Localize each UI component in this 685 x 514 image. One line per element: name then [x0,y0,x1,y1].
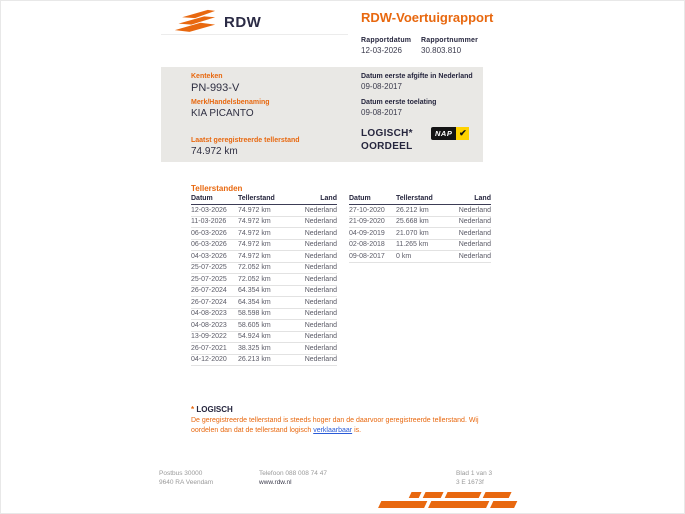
footnote-title [191,405,233,414]
row-odometer: 0 km [396,252,412,260]
oordeel-line1: LOGISCH* [361,128,413,139]
toelating-value: 09-08-2017 [361,108,402,117]
row-country: Nederland [304,275,337,283]
row-date: 26-07-2024 [191,298,227,306]
footer-page-indicator: Blad 1 van 3 [456,470,493,477]
row-country: Nederland [304,310,337,318]
table-row [191,309,337,321]
row-odometer: 64.354 km [238,287,271,295]
oordeel-line2: OORDEEL [361,141,413,152]
row-date: 04-12-2020 [191,356,227,364]
footnote-text [191,416,489,435]
table-row [191,297,337,309]
row-odometer: 74.972 km [238,241,271,249]
column-header-tellerstand: Tellerstand [396,195,433,202]
report-date-label: Rapportdatum [361,37,412,44]
row-country: Nederland [458,206,491,214]
row-odometer: 72.052 km [238,264,271,272]
footer-page-info [456,469,492,487]
column-header-land: Land [474,195,491,202]
row-odometer: 26.213 km [238,356,271,364]
row-odometer: 74.972 km [238,206,271,214]
tellerstanden-table-right [349,195,491,263]
row-date: 04-09-2019 [349,229,385,237]
column-header-datum: Datum [349,195,371,202]
row-date: 21-09-2020 [349,218,385,226]
row-odometer: 74.972 km [238,218,271,226]
kenteken-label: Kenteken [191,73,223,80]
row-date: 26-07-2021 [191,344,227,352]
row-country: Nederland [304,356,337,364]
table-row [191,332,337,344]
footnote-asterisk: * [191,405,195,414]
nap-logo-text: NAP [431,127,456,140]
footnote-title-text: LOGISCH [196,405,233,414]
merk-value: KIA PICANTO [191,108,254,119]
report-number-label: Rapportnummer [421,37,479,44]
table-body [349,205,491,263]
row-country: Nederland [304,218,337,226]
row-date: 06-03-2026 [191,229,227,237]
table-row [191,274,337,286]
row-odometer: 25.668 km [396,218,429,226]
footnote-text-after: is. [352,426,362,434]
merk-label: Merk/Handelsbenaming [191,99,270,106]
table-row [191,343,337,355]
table-row [191,251,337,263]
row-country: Nederland [458,218,491,226]
tellerstand-value: 74.972 km [191,146,238,157]
rdw-stripes-decoration [374,491,524,514]
table-row [349,205,491,217]
footer-form-code: 3 E 1673f [456,479,484,486]
row-country: Nederland [304,252,337,260]
page-title: RDW-Voertuigrapport [361,10,494,25]
row-odometer: 58.605 km [238,321,271,329]
oordeel-text [361,127,413,153]
header-divider [161,34,348,35]
row-date: 27-10-2020 [349,206,385,214]
row-odometer: 38.325 km [238,344,271,352]
row-odometer: 74.972 km [238,252,271,260]
footer-address [159,469,213,487]
rdw-logo [173,8,261,37]
row-odometer: 54.924 km [238,333,271,341]
column-header-datum: Datum [191,195,213,202]
footer-website-link[interactable]: www.rdw.nl [259,479,292,486]
table-row [191,286,337,298]
rdw-flag-icon [173,8,217,37]
row-country: Nederland [458,229,491,237]
row-odometer: 11.265 km [396,241,429,249]
row-date: 26-07-2024 [191,287,227,295]
row-country: Nederland [304,287,337,295]
row-country: Nederland [304,264,337,272]
row-date: 04-08-2023 [191,310,227,318]
footnote-link[interactable]: verklaarbaar [313,426,353,434]
row-odometer: 72.052 km [238,275,271,283]
row-odometer: 26.212 km [396,206,429,214]
row-country: Nederland [458,252,491,260]
row-country: Nederland [304,344,337,352]
row-odometer: 74.972 km [238,229,271,237]
row-date: 02-08-2018 [349,241,385,249]
kenteken-value: PN-993-V [191,82,240,94]
toelating-label: Datum eerste toelating [361,99,437,106]
table-row [191,217,337,229]
table-row [349,240,491,252]
afgifte-label: Datum eerste afgifte in Nederland [361,73,473,80]
nap-logo [431,127,469,140]
report-date-value: 12-03-2026 [361,46,402,55]
row-odometer: 21.070 km [396,229,429,237]
table-row [191,240,337,252]
row-date: 06-03-2026 [191,241,227,249]
row-date: 04-08-2023 [191,321,227,329]
row-country: Nederland [304,229,337,237]
nap-check-icon: ✔ [456,127,469,140]
row-country: Nederland [304,206,337,214]
footnote-text-before: De geregistreerde tellerstand is steeds hoger dan de daarvoor geregistreerde tellerstand. Wij oordelen dan dat de tellerstand logisch [191,417,479,434]
table-header [191,195,337,205]
row-date: 04-03-2026 [191,252,227,260]
table-row [191,263,337,275]
footer-address-line2: 9640 RA Veendam [159,479,214,486]
row-date: 25-07-2025 [191,275,227,283]
row-date: 11-03-2026 [191,218,227,226]
afgifte-value: 09-08-2017 [361,82,402,91]
table-header [349,195,491,205]
table-row [191,320,337,332]
footer-address-line1: Postbus 30000 [159,470,203,477]
row-odometer: 64.354 km [238,298,271,306]
footer-phone: Telefoon 088 008 74 47 [259,470,327,477]
table-row [349,228,491,240]
column-header-land: Land [320,195,337,202]
tellerstanden-table-left [191,195,337,366]
table-body [191,205,337,366]
row-country: Nederland [304,333,337,341]
row-date: 12-03-2026 [191,206,227,214]
row-country: Nederland [304,321,337,329]
row-country: Nederland [458,241,491,249]
table-row [191,355,337,367]
table-row [349,217,491,229]
row-odometer: 58.598 km [238,310,271,318]
row-date: 09-08-2017 [349,252,385,260]
rdw-logo-text: RDW [224,14,262,31]
column-header-tellerstand: Tellerstand [238,195,275,202]
table-row [349,251,491,263]
tellerstanden-section-title: Tellerstanden [191,184,243,193]
report-number-value: 30.803.810 [421,46,462,55]
tellerstand-label: Laatst geregistreerde tellerstand [191,137,300,144]
table-row [191,205,337,217]
row-date: 25-07-2025 [191,264,227,272]
row-country: Nederland [304,298,337,306]
table-row [191,228,337,240]
row-country: Nederland [304,241,337,249]
footer-contact [259,469,327,487]
row-date: 13-09-2022 [191,333,227,341]
